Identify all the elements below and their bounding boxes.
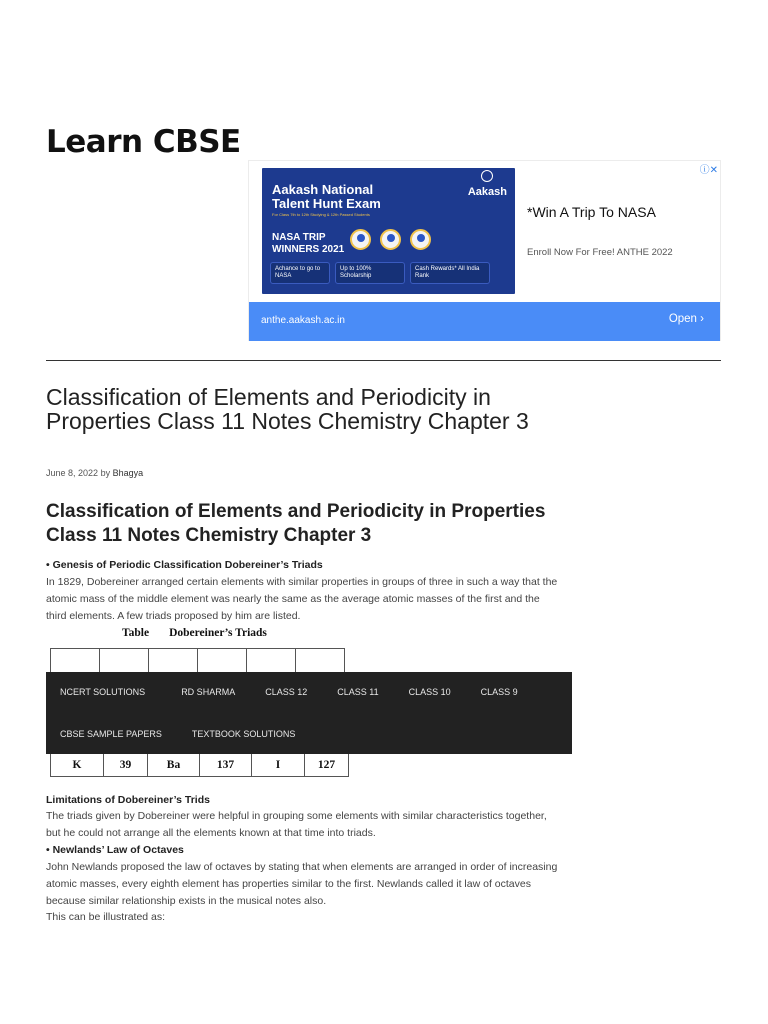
triads-table-top <box>50 648 345 675</box>
nav-item-cbse-sample-papers[interactable]: CBSE SAMPLE PAPERS <box>60 729 162 739</box>
nav-item-class-11[interactable]: CLASS 11 <box>337 687 379 697</box>
table-cell <box>51 649 100 675</box>
post-meta <box>46 468 143 478</box>
table-cell <box>149 649 198 675</box>
ad-description[interactable]: Enroll Now For Free! ANTHE 2022 <box>527 247 673 258</box>
ad-banner-subline: For Class 7th to 12th Studying & 12th Passed Students <box>272 212 370 217</box>
winner-avatar <box>380 229 401 250</box>
nav-item-textbook-solutions[interactable]: TEXTBOOK SOLUTIONS <box>191 729 296 739</box>
triads-table-last-row <box>50 754 349 777</box>
nav-item-rd-sharma[interactable]: RD SHARMA <box>181 687 236 697</box>
nav-row-2 <box>60 729 295 739</box>
section-text-triads: In 1829, Dobereiner arranged certain elements with similar properties in groups of three in such a way that the atomic mass of the middle element was nearly the same as the average atomic masses of the first and the third elements. A few triads proposed by him are listed. <box>46 576 558 622</box>
table-cell <box>100 649 149 675</box>
adchoices-icon[interactable]: ⓘ✕ <box>699 165 718 176</box>
winner-avatar <box>350 229 371 250</box>
ad-cta-bar[interactable] <box>249 302 720 341</box>
author-link[interactable]: Bhagya <box>112 468 144 478</box>
post-by: by <box>100 468 111 478</box>
nav-item-class-9[interactable]: CLASS 9 <box>480 687 518 697</box>
table-cell <box>198 649 247 675</box>
table-cell: I <box>252 754 305 776</box>
section-text-limitations: The triads given by Dobereiner were helpful in grouping some elements with similar characteristics together, but he could not arrange all the elements known at that time into triads. <box>46 810 547 839</box>
ad-url[interactable]: anthe.aakash.ac.in <box>261 315 345 326</box>
table-cell: Ba <box>148 754 200 776</box>
ad-headline[interactable]: *Win A Trip To NASA <box>527 204 656 220</box>
table-caption-title: Dobereiner’s Triads <box>169 627 267 639</box>
nav-row-1 <box>60 687 518 697</box>
advertisement[interactable] <box>248 160 721 341</box>
table-caption-label: Table <box>122 627 150 639</box>
ad-banner-headline: Aakash National Talent Hunt Exam <box>272 182 381 211</box>
ad-chip: Cash Rewards* All India Rank <box>410 262 490 284</box>
header-divider <box>46 360 721 361</box>
ad-banner-brand: Aakash <box>467 186 507 198</box>
table-cell: 127 <box>305 754 349 776</box>
ad-open-label: Open <box>668 313 697 325</box>
table-cell: K <box>51 754 104 776</box>
ad-chip: Up to 100% Scholarship <box>335 262 405 284</box>
site-title[interactable]: Learn CBSE <box>46 124 241 160</box>
table-cell <box>247 649 296 675</box>
section-text-illustrated: This can be illustrated as: <box>46 911 166 923</box>
ad-winner-photos <box>350 229 431 250</box>
ad-open-button[interactable] <box>669 313 704 325</box>
aakash-logo-icon <box>481 170 493 182</box>
category-nav-menu <box>46 672 572 754</box>
ad-banner-chips <box>270 262 490 284</box>
table-cell: 137 <box>200 754 252 776</box>
ad-banner-trip: NASA TRIP WINNERS 2021 <box>272 232 345 255</box>
ad-banner-image[interactable] <box>262 168 515 294</box>
post-title: Classification of Elements and Periodicity in Properties Class 11 Notes Chemistry Chapter 3 <box>46 384 529 434</box>
table-caption <box>122 627 287 639</box>
nav-item-class-10[interactable]: CLASS 10 <box>408 687 451 697</box>
nav-item-ncert-solutions[interactable]: NCERT SOLUTIONS <box>60 687 146 697</box>
post-date[interactable]: June 8, 2022 <box>46 468 99 478</box>
chevron-right-icon: › <box>700 313 704 325</box>
section-text-octaves: John Newlands proposed the law of octaves by stating that when elements are arranged in order of increasing atomic masses, every eighth element has properties similar to the first. Newlands called it law of octaves because similar relationship exists in the musical notes also. <box>46 861 558 907</box>
ad-chip: Achance to go to NASA <box>270 262 330 284</box>
section-heading-triads: • Genesis of Periodic Classification Dobereiner’s Triads <box>46 559 323 571</box>
table-cell <box>296 649 345 675</box>
winner-avatar <box>410 229 431 250</box>
post-subtitle: Classification of Elements and Periodicity in Properties Class 11 Notes Chemistry Chapter 3 <box>46 501 546 546</box>
section-heading-octaves: • Newlands’ Law of Octaves <box>46 844 184 856</box>
section-heading-limitations: Limitations of Dobereiner’s Trids <box>46 794 210 806</box>
nav-item-class-12[interactable]: CLASS 12 <box>265 687 308 697</box>
table-cell: 39 <box>104 754 148 776</box>
